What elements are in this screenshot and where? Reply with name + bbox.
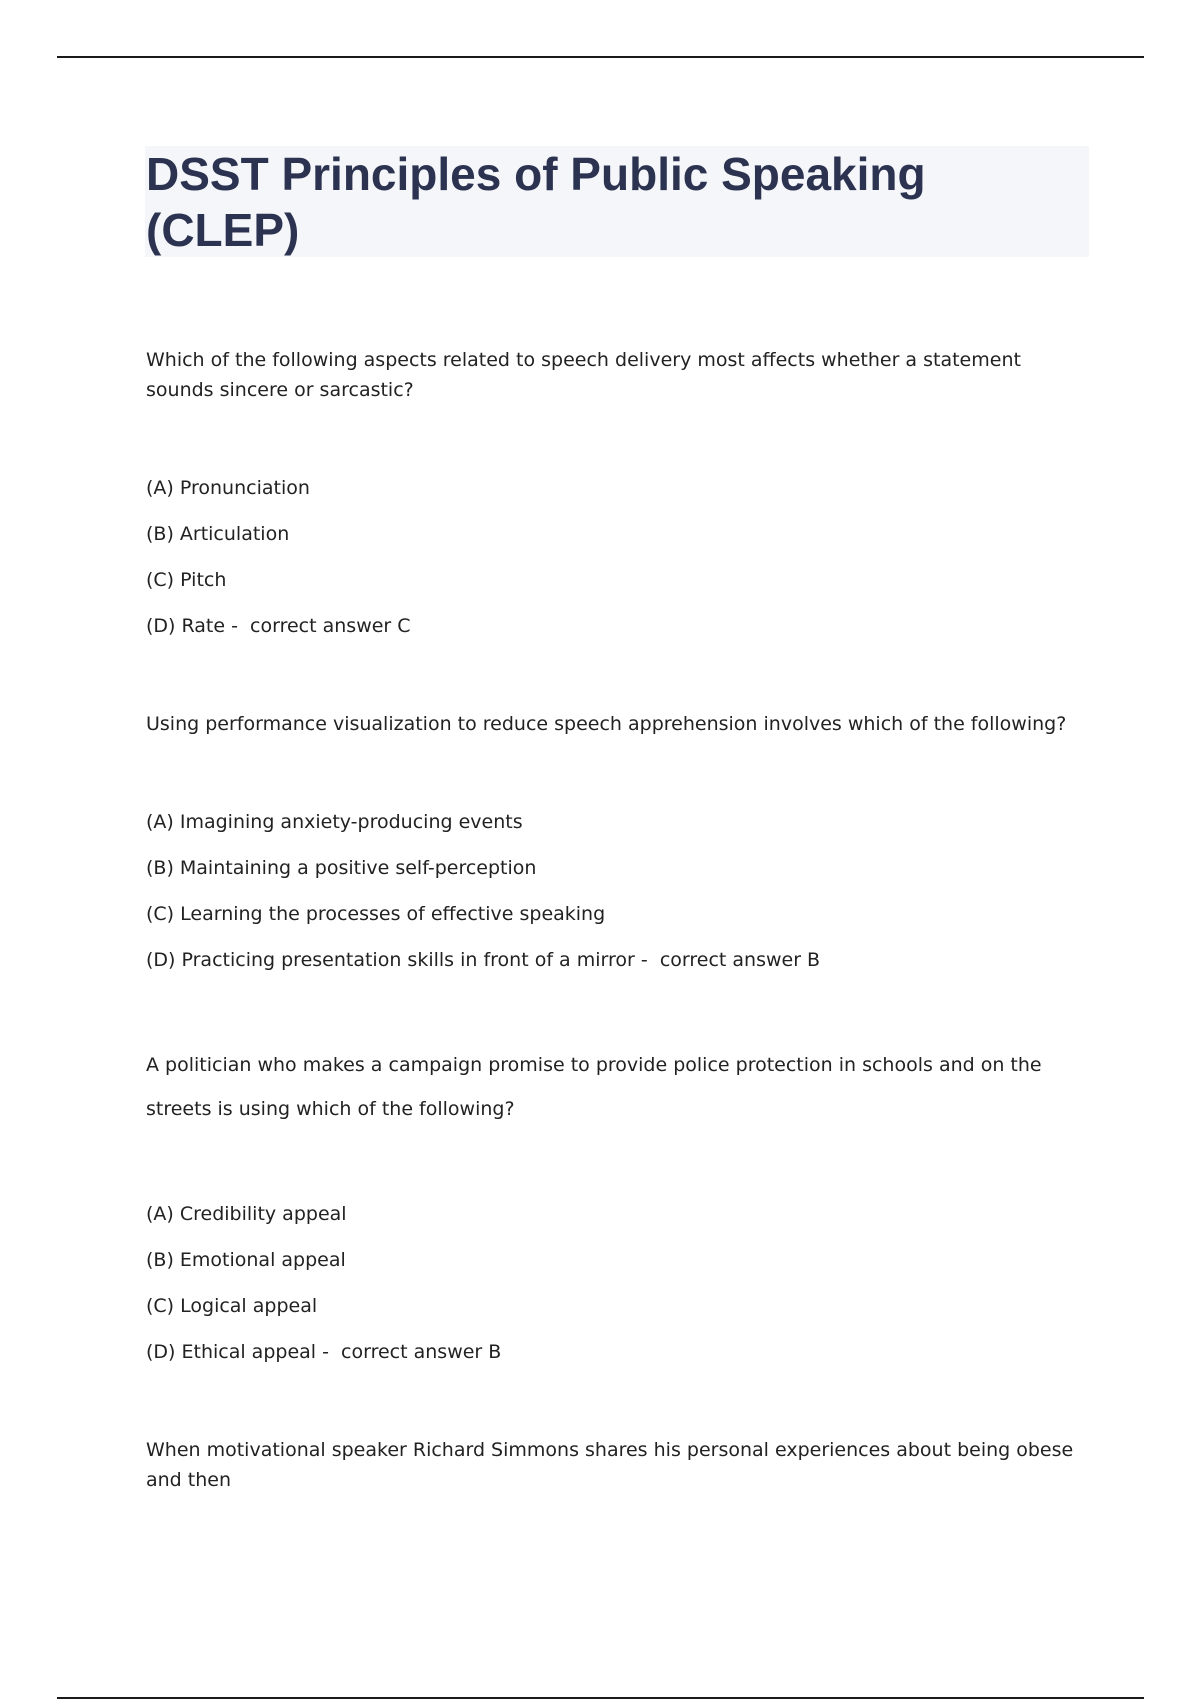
question-text: When motivational speaker Richard Simmons shares his personal experiences about being obese and then [146, 1439, 1074, 1491]
option-d-with-answer [146, 937, 1086, 983]
question-text: Using performance visualization to reduce speech apprehension involves which of the following? [146, 713, 1067, 735]
option-d-with-answer [146, 1329, 1086, 1375]
option-a: (A) Pronunciation [146, 477, 310, 499]
answer-separator: - [225, 615, 251, 637]
option-b: (B) Articulation [146, 523, 290, 545]
option-d: (D) Practicing presentation skills in front of a mirror [146, 949, 635, 971]
document-title: DSST Principles of Public Speaking (CLEP) [146, 148, 926, 256]
answer-options [146, 799, 1086, 983]
option-c: (C) Pitch [146, 569, 227, 591]
answer-options [146, 465, 1086, 649]
correct-answer: correct answer B [659, 949, 821, 971]
question-list [146, 345, 1086, 1495]
option-d-with-answer [146, 603, 1086, 649]
answer-separator: - [316, 1341, 342, 1363]
question-block [146, 709, 1086, 983]
option-d: (D) Rate [146, 615, 226, 637]
option-c: (C) Learning the processes of effective speaking [146, 903, 606, 925]
question-text: Which of the following aspects related to speech delivery most affects whether a statement sounds sincere or sarcastic? [146, 349, 1021, 401]
question-text: A politician who makes a campaign promise to provide police protection in schools and on the streets is using which of the following? [146, 1054, 1042, 1120]
correct-answer: correct answer B [341, 1341, 502, 1363]
option-a: (A) Credibility appeal [146, 1203, 347, 1225]
top-rule [57, 56, 1144, 58]
answer-options [146, 1191, 1086, 1375]
option-b: (B) Emotional appeal [146, 1249, 346, 1271]
answer-separator: - [634, 949, 660, 971]
option-c: (C) Logical appeal [146, 1295, 318, 1317]
option-d: (D) Ethical appeal [146, 1341, 317, 1363]
correct-answer: correct answer C [250, 615, 411, 637]
option-b: (B) Maintaining a positive self-perception [146, 857, 537, 879]
bottom-rule [57, 1697, 1144, 1699]
option-a: (A) Imagining anxiety-producing events [146, 811, 523, 833]
question-block [146, 1435, 1086, 1495]
question-block [146, 345, 1086, 649]
question-block [146, 1043, 1086, 1375]
